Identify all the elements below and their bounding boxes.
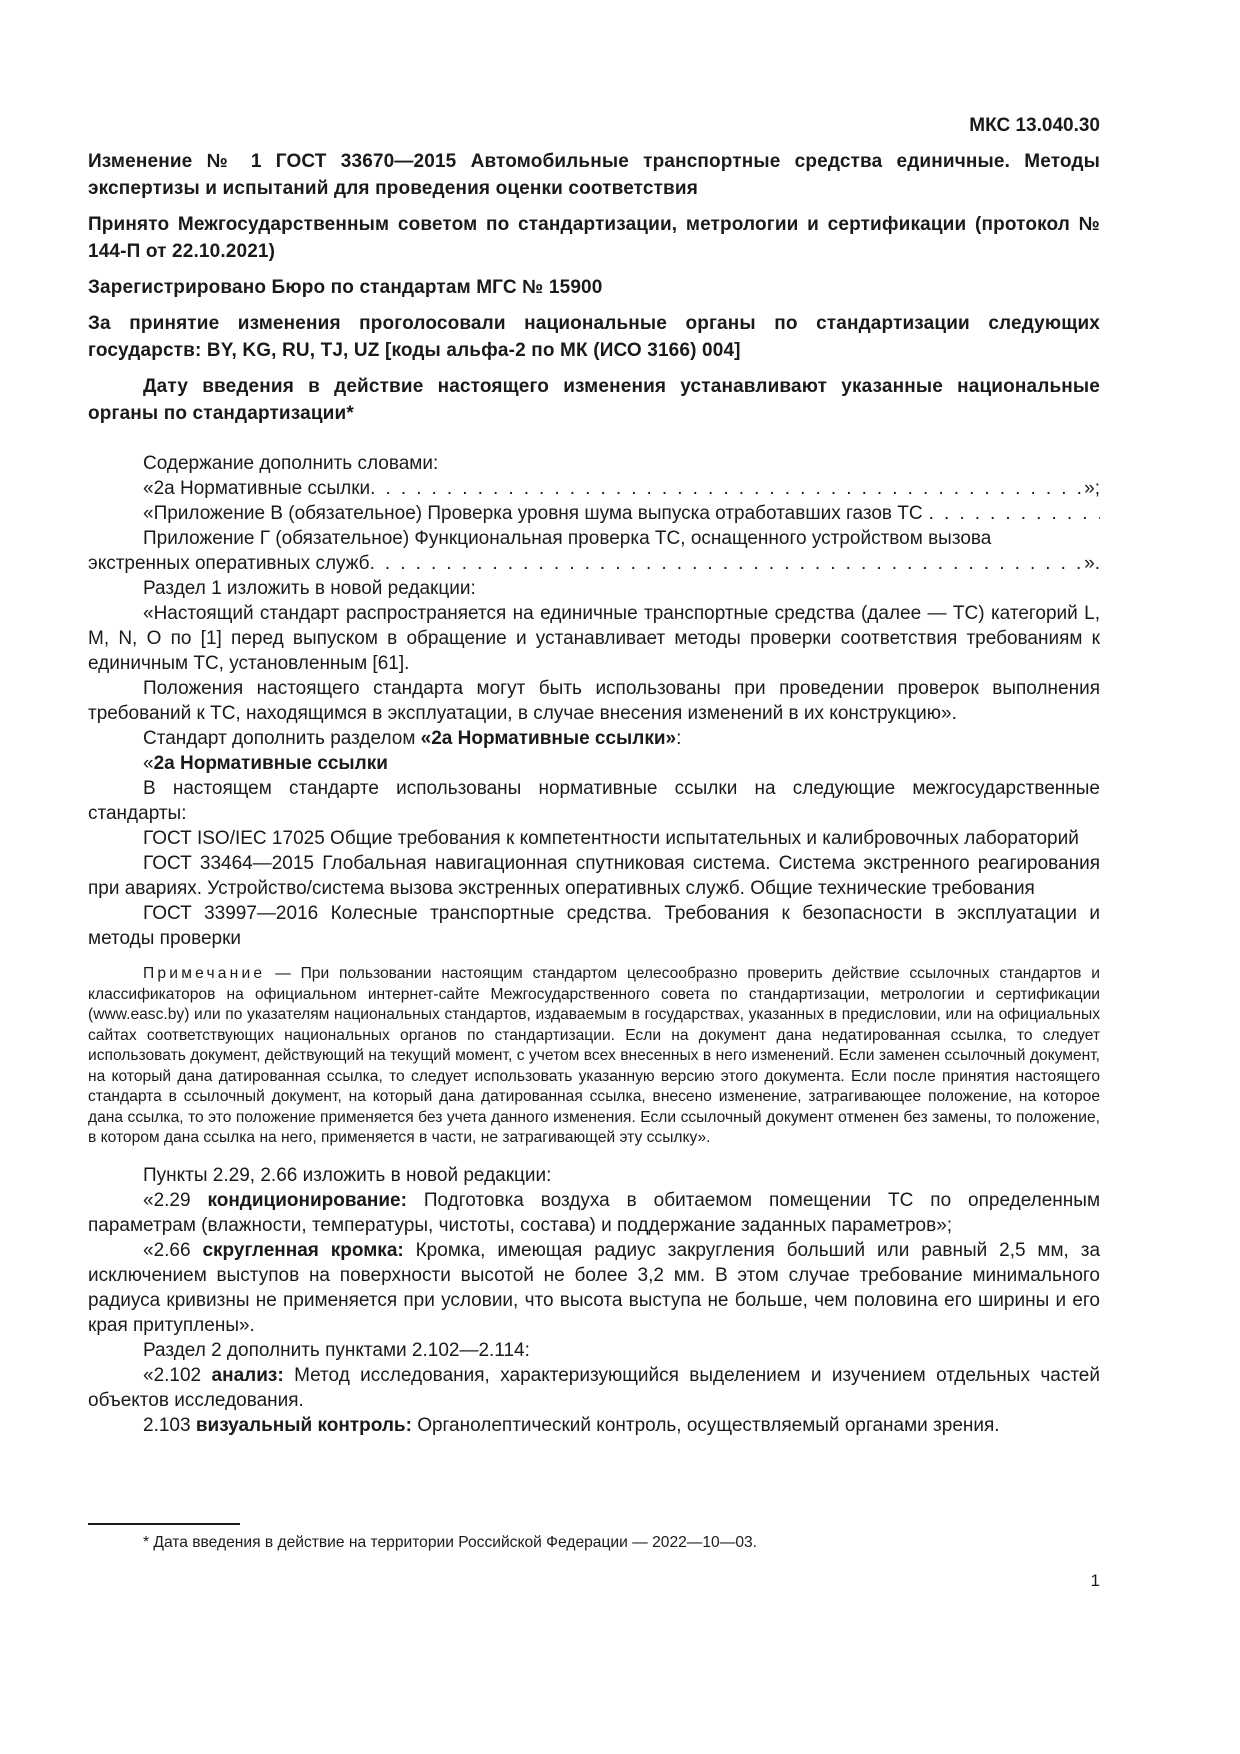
toc-leader [370,551,1085,576]
section2-instruction: Раздел 2 дополнить пунктами 2.102—2.114: [143,1339,530,1361]
footnote-divider [88,1523,240,1525]
adopted-statement: Принято Межгосударственным советом по стандартизации, метрологии и сертификации (протокол № 144-П от 22.10.2021) [88,214,1100,262]
toc-entry-annex-v [88,501,1100,526]
toc-leader [370,476,1084,501]
effective-date-statement: Дату введения в действие настоящего изменения устанавливают указанные национальные органы по стандартизации* [88,376,1100,424]
items-instruction: Пункты 2.29, 2.66 изложить в новой редакции: [143,1164,552,1186]
scope-paragraph-1: «Настоящий стандарт распространяется на единичные транспортные средства (далее — ТС) категорий L, M, N, O по [1] перед выпуском в обращение и устанавливает методы проверки соответствия требованиям к единичным ТС, установленным [61]. [88,603,1100,674]
toc-leader [929,501,1100,526]
toc-end: ». [1084,553,1100,574]
toc-entry-annex-g: Приложение Г (обязательное) Функциональная проверка ТС, оснащенного устройством вызова [143,528,992,549]
definition-2-102: «2.102 анализ: Метод исследования, характеризующийся выделением и изучением отдельных частей объектов исследования. [88,1364,1100,1411]
mks-code: МКС 13.040.30 [969,115,1100,136]
voting-statement: За принятие изменения проголосовали национальные органы по стандартизации следующих государств: BY, KG, RU, TJ, UZ [коды альфа-2 по МК (ИСО 3166) 004] [88,313,1100,361]
refs-intro: В настоящем стандарте использованы нормативные ссылки на следующие межгосударственные стандарты: [88,778,1100,824]
registration-statement: Зарегистрировано Бюро по стандартам МГС № 15900 [88,277,603,298]
footnote: * Дата введения в действие на территории Российской Федерации — 2022—10—03. [143,1534,757,1551]
section1-instruction: Раздел 1 изложить в новой редакции: [143,578,476,599]
scope-paragraph-2: Положения настоящего стандарта могут быть использованы при проведении проверок выполнения требований к ТС, находящимся в эксплуатации, в случае внесения изменений в их конструкцию». [88,678,1100,724]
section-2a-heading: «2а Нормативные ссылки [143,753,388,774]
amendment-title: Изменение № 1 ГОСТ 33670—2015 Автомобильные транспортные средства единичные. Методы экспертизы и испытаний для проведения оценки соответствия [88,151,1100,199]
toc-entry-normative-refs [88,476,1100,501]
toc-label: экстренных оперативных служб [88,553,370,574]
add-section-instruction: Стандарт дополнить разделом «2а Нормативные ссылки»: [143,728,682,749]
reference-item: ГОСТ ISO/IEC 17025 Общие требования к компетентности испытательных и калибровочных лабораторий [143,828,1079,849]
toc-label: «Приложение В (обязательное) Проверка уровня шума выпуска отработавших газов ТС [143,503,923,524]
contents-intro: Содержание дополнить словами: [143,453,439,474]
reference-item: ГОСТ 33997—2016 Колесные транспортные средства. Требования к безопасности в эксплуатации и методы проверки [88,903,1100,949]
definition-2-103: 2.103 визуальный контроль: Органолептический контроль, осуществляемый органами зрения. [143,1414,1000,1436]
toc-end: »; [1084,478,1100,499]
note-block [88,964,1100,1149]
toc-label: «2а Нормативные ссылки [143,478,371,499]
reference-item: ГОСТ 33464—2015 Глобальная навигационная спутниковая система. Система экстренного реагирования при авариях. Устройство/система вызова экстренных оперативных служб. Общие технические требования [88,853,1100,899]
toc-entry-annex-g-cont [88,551,1100,576]
note-label: Примечание [143,965,266,982]
definition-2-29: «2.29 кондиционирование: Подготовка воздуха в обитаемом помещении ТС по определенным параметрам (влажности, температуры, чистоты, состава) и поддержание заданных параметров»; [88,1189,1101,1236]
amendment-body [88,451,1100,1438]
definition-2-66: «2.66 скругленная кромка: Кромка, имеющая радиус закругления больший или равный 2,5 мм, за исключением выступов на поверхности высотой не более 3,2 мм. В этом случае требование минимального радиуса кривизны не применяется при условии, что высота выступа не больше, чем половина его ширины и его края притуплены». [88,1239,1101,1336]
page-number: 1 [1090,1571,1100,1590]
note-text: — При пользовании настоящим стандартом целесообразно проверить действие ссылочных стандартов и классификаторов на официальном интернет-сайте Межгосударственного совета по стандартизации, метрологии и сертификации (www.easc.by) или по указателям национальных стандартов, издаваемым в государствах, указанных в предисловии, или на официальных сайтах соответствующих национальных органов по стандартизации. Если на документ дана недатированная ссылка, то следует использовать документ, действующий на текущий момент, с учетом всех внесенных в него изменений. Если заменен ссылочный документ, на который дана датированная ссылка, то следует использовать указанную версию этого документа. Если после принятия настоящего стандарта в ссылочный документ, на который дана датированная ссылка, внесено изменение, затрагивающее положение, на которое дана ссылка, то это положение применяется без учета данного изменения. Если ссылочный документ отменен без замены, то положение, в котором дана ссылка на него, применяется в части, не затрагивающей эту ссылку». [88,965,1100,1146]
